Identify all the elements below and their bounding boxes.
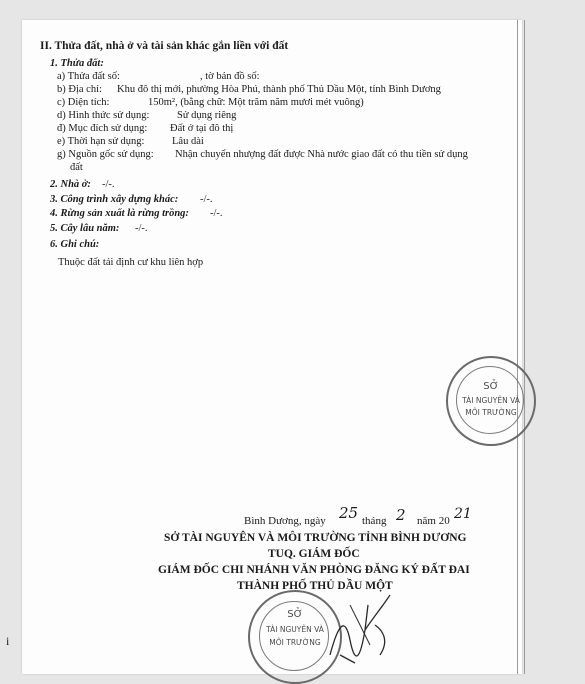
usage-form-value: Sử dụng riêng	[177, 110, 237, 121]
date-month-label: tháng	[362, 515, 387, 527]
authority-line4: THÀNH PHỐ THỦ DẦU MỘT	[237, 580, 393, 592]
authority-line1: SỞ TÀI NGUYÊN VÀ MÔI TRƯỜNG TỈNH BÌNH DƯƠNG	[164, 532, 467, 544]
land-parcel-label: a) Thửa đất số:	[57, 71, 120, 82]
stamp-top-line1: SỞ	[483, 381, 499, 392]
usage-term-value: Lâu dài	[172, 136, 204, 147]
area-value: 150m², (bằng chữ: Một trăm năm mươi mét vuông)	[148, 97, 364, 108]
notes-value: Thuộc đất tái định cư khu liên hợp	[58, 257, 204, 268]
house-value: -/-.	[102, 179, 115, 190]
section-title: II. Thửa đất, nhà ở và tài sản khác gắn liền với đất	[40, 40, 289, 52]
address-label: b) Địa chỉ:	[57, 84, 102, 95]
land-parcel-value: , tờ bản đồ số:	[200, 71, 260, 82]
usage-purpose-label: đ) Mục đích sử dụng:	[57, 123, 148, 134]
stamp-bottom-line1: SỞ	[287, 609, 303, 620]
stamp-top-line2: TÀI NGUYÊN VÀ	[462, 396, 520, 405]
date-year-label: năm 20	[417, 515, 450, 527]
authority-line2: TUQ. GIÁM ĐỐC	[268, 548, 360, 560]
stamp-bottom-line3: MÔI TRƯỜNG	[269, 638, 321, 647]
usage-purpose-value: Đất ở tại đô thị	[170, 123, 234, 134]
land-heading: 1. Thửa đất:	[50, 58, 104, 69]
usage-origin-value-cont: đất	[70, 162, 83, 173]
official-stamp-top	[446, 356, 536, 446]
usage-origin-value: Nhận chuyển nhượng đất được Nhà nước giao đất có thu tiền sử dụng	[175, 149, 468, 160]
area-label: c) Diện tích:	[57, 97, 110, 108]
forest-heading: 4. Rừng sản xuất là rừng trồng:	[50, 208, 189, 219]
house-heading: 2. Nhà ở:	[50, 179, 91, 190]
signature	[320, 585, 430, 670]
date-year: 21	[454, 506, 472, 522]
authority-line3: GIÁM ĐỐC CHI NHÁNH VĂN PHÒNG ĐĂNG KÝ ĐẤT ĐAI	[158, 564, 470, 576]
address-value: Khu đô thị mới, phường Hòa Phú, thành phố Thủ Dầu Một, tỉnh Bình Dương	[117, 84, 441, 95]
stamp-bottom-line2: TÀI NGUYÊN VÀ	[266, 625, 324, 634]
usage-term-label: e) Thời hạn sử dụng:	[57, 136, 145, 147]
perennial-heading: 5. Cây lâu năm:	[50, 223, 120, 234]
forest-value: -/-.	[210, 208, 223, 219]
page-border-decoration	[517, 20, 525, 674]
date-day: 25	[339, 504, 359, 522]
usage-origin-label: g) Nguồn gốc sử dụng:	[57, 149, 154, 160]
date-place: Bình Dương, ngày	[244, 515, 326, 527]
edge-mark: i	[6, 634, 10, 648]
notes-heading: 6. Ghi chú:	[50, 239, 100, 250]
usage-form-label: d) Hình thức sử dụng:	[57, 110, 150, 121]
construction-value: -/-.	[200, 194, 213, 205]
construction-heading: 3. Công trình xây dựng khác:	[50, 194, 179, 205]
stamp-top-line3: MÔI TRƯỜNG	[465, 408, 517, 417]
perennial-value: -/-.	[135, 223, 148, 234]
date-month: 2	[396, 506, 406, 524]
